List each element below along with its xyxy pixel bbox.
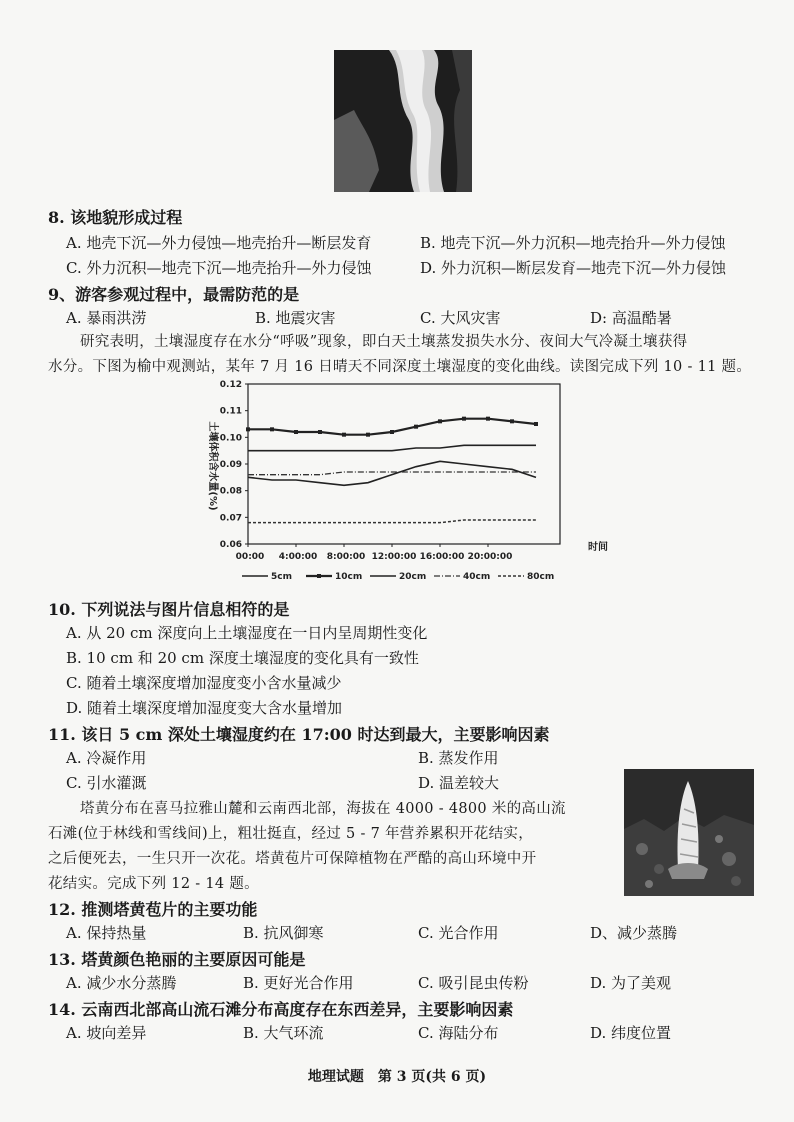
question-12-option-a: A. 保持热量 xyxy=(66,924,147,942)
series-line-80cm xyxy=(248,520,536,523)
y-axis-label: 土壤体积含水量(%) xyxy=(207,421,218,511)
question-11-option-a: A. 冷凝作用 xyxy=(66,749,147,767)
intro-12-14-line-3: 之后便死去，一生只开一次花。塔黄苞片可保障植物在严酷的高山环境中开 xyxy=(48,851,537,867)
series-point-10cm xyxy=(246,427,250,431)
question-14-option-b: B. 大气环流 xyxy=(243,1024,324,1042)
question-14-option-d: D. 纬度位置 xyxy=(590,1024,672,1042)
y-tick-label-3: 0.09 xyxy=(219,460,242,470)
question-13-option-d: D. 为了美观 xyxy=(590,974,672,992)
x-tick-label-3: 12:00:00 xyxy=(371,552,417,562)
series-point-10cm xyxy=(462,417,466,421)
plant-image xyxy=(624,769,754,896)
series-point-10cm xyxy=(342,433,346,437)
question-11-option-c: C. 引水灌溉 xyxy=(66,774,147,792)
question-11-option-b: B. 蒸发作用 xyxy=(418,749,499,767)
y-tick-label-0: 0.12 xyxy=(219,380,242,390)
question-13-option-b: B. 更好光合作用 xyxy=(243,974,354,992)
y-tick-label-4: 0.08 xyxy=(219,486,242,497)
question-9-option-d: D: 高温酷暑 xyxy=(590,309,672,327)
question-9-option-b: B. 地震灾害 xyxy=(255,309,336,327)
series-line-20cm xyxy=(248,445,536,450)
legend-label-5cm: 5cm xyxy=(271,572,292,582)
question-10-stem: 10. 下列说法与图片信息相符的是 xyxy=(48,600,290,619)
x-tick-label-2: 8:00:00 xyxy=(326,552,366,562)
question-8-option-c: C. 外力沉积—地壳下沉—地壳抬升—外力侵蚀 xyxy=(66,259,372,277)
question-8-option-a: A. 地壳下沉—外力侵蚀—地壳抬升—断层发育 xyxy=(66,234,372,252)
series-point-10cm xyxy=(390,430,394,434)
question-14-option-a: A. 坡向差异 xyxy=(66,1024,147,1042)
soil-moisture-chart-svg xyxy=(190,378,610,588)
question-8-stem: 8. 该地貌形成过程 xyxy=(48,208,183,227)
legend-label-40cm: 40cm xyxy=(463,572,491,582)
series-point-10cm xyxy=(510,419,514,423)
question-13-option-c: C. 吸引昆虫传粉 xyxy=(418,974,529,992)
chart-legend xyxy=(242,572,554,582)
legend-label-20cm: 20cm xyxy=(399,572,427,582)
series-point-10cm xyxy=(486,417,490,421)
canyon-image xyxy=(334,50,472,192)
x-tick-label-1: 4:00:00 xyxy=(278,552,318,562)
series-point-10cm xyxy=(414,425,418,429)
question-13-stem: 13. 塔黄颜色艳丽的主要原因可能是 xyxy=(48,950,306,969)
question-9-option-c: C. 大风灾害 xyxy=(420,309,501,327)
series-line-5cm xyxy=(248,461,536,485)
intro-10-11-line-1: 研究表明，土壤湿度存在水分“呼吸”现象，即白天土壤蒸发损失水分、夜间大气冷凝土壤获得 xyxy=(80,334,688,350)
page-footer: 地理试题 第 3 页(共 6 页) xyxy=(307,1069,487,1085)
series-point-10cm xyxy=(534,422,538,426)
question-10-option-a: A. 从 20 cm 深度向上土壤湿度在一日内呈周期性变化 xyxy=(66,624,428,642)
x-tick-label-0: 00:00 xyxy=(235,552,265,562)
plant-photo xyxy=(624,769,754,896)
question-14-option-c: C. 海陆分布 xyxy=(418,1024,499,1042)
intro-12-14-line-2: 石滩(位于林线和雪线间)上，粗壮挺直，经过 5 - 7 年营养累积开花结实， xyxy=(48,826,533,842)
question-9-stem: 9、游客参观过程中，最需防范的是 xyxy=(48,285,300,304)
question-10-option-d: D. 随着土壤深度增加湿度变大含水量增加 xyxy=(66,699,343,717)
question-8-option-b: B. 地壳下沉—外力沉积—地壳抬升—外力侵蚀 xyxy=(420,234,726,252)
question-11-stem: 11. 该日 5 cm 深处土壤湿度约在 17:00 时达到最大，主要影响因素 xyxy=(48,725,550,744)
question-11-option-d: D. 温差较大 xyxy=(418,774,500,792)
question-12-option-c: C. 光合作用 xyxy=(418,924,499,942)
question-12-option-d: D、减少蒸腾 xyxy=(590,924,678,942)
series-point-10cm xyxy=(318,430,322,434)
y-tick-label-2: 0.10 xyxy=(219,433,242,444)
series-point-10cm xyxy=(270,427,274,431)
legend-label-80cm: 80cm xyxy=(527,572,555,582)
question-10-option-b: B. 10 cm 和 20 cm 深度土壤湿度的变化具有一致性 xyxy=(66,649,419,667)
question-12-option-b: B. 抗风御寒 xyxy=(243,924,324,942)
x-axis-label: 时间 xyxy=(588,542,608,553)
x-tick-label-4: 16:00:00 xyxy=(419,552,465,562)
question-9-option-a: A. 暴雨洪涝 xyxy=(66,309,147,327)
question-8-option-d: D. 外力沉积—断层发育—地壳下沉—外力侵蚀 xyxy=(420,259,727,277)
series-point-10cm xyxy=(438,419,442,423)
question-10-option-c: C. 随着土壤深度增加湿度变小含水量减少 xyxy=(66,674,342,692)
question-12-stem: 12. 推测塔黄苞片的主要功能 xyxy=(48,900,258,919)
y-tick-label-6: 0.06 xyxy=(219,540,242,550)
question-13-option-a: A. 减少水分蒸腾 xyxy=(66,974,177,992)
legend-label-10cm: 10cm xyxy=(335,572,363,582)
intro-12-14-line-1: 塔黄分布在喜马拉雅山麓和云南西北部，海拔在 4000 - 4800 米的高山流 xyxy=(80,801,566,817)
legend-marker xyxy=(317,574,321,578)
y-tick-label-1: 0.11 xyxy=(219,406,242,417)
question-14-stem: 14. 云南西北部高山流石滩分布高度存在东西差异，主要影响因素 xyxy=(48,1000,514,1019)
series-point-10cm xyxy=(294,430,298,434)
intro-12-14-line-4: 花结实。完成下列 12 - 14 题。 xyxy=(48,876,259,892)
soil-moisture-chart xyxy=(190,378,610,588)
landform-photo xyxy=(334,50,472,192)
x-tick-label-5: 20:00:00 xyxy=(467,552,513,562)
intro-10-11-line-2: 水分。下图为榆中观测站，某年 7 月 16 日晴天不同深度土壤湿度的变化曲线。读图完成下列 10 - 11 题。 xyxy=(48,359,752,375)
y-tick-label-5: 0.07 xyxy=(219,513,242,524)
series-point-10cm xyxy=(366,433,370,437)
